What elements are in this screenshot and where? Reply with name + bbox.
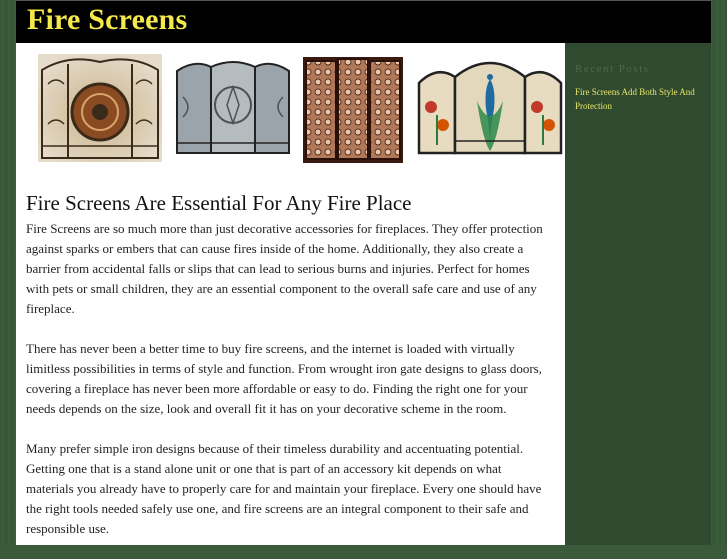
sidebar (565, 43, 711, 545)
glass-panel-fire-screen-image (175, 57, 291, 157)
article-title: Fire Screens Are Essential For Any Fire Place (26, 191, 412, 215)
article-body (26, 219, 546, 559)
recent-post-link[interactable]: Fire Screens Add Both Style And Protection (575, 87, 695, 111)
article-paragraph: There has never been a better time to buy fire screens, and the internet is loaded with virtually limitless possibilities in terms of style and function. From wrought iron gate designs to glass doors, covering a fireplace has never been more affordable or easy to do. Finding the right one for your needs depends on the size, look and overall fit it has on your decorative scheme in the room. (26, 341, 542, 416)
page-wrapper (16, 0, 711, 545)
article-paragraph: Many prefer simple iron designs because of their timeless durability and accentuating potential. Getting one that is a stand alone unit or one that is part of an accessory kit depends on what materials you already have to properly care for and maintain your fireplace. Every one should have the right tools needed safely use one, and fire screens are an integral component to their safe and responsible use. (26, 441, 542, 536)
site-header (16, 0, 711, 43)
site-title-link[interactable]: Fire Screens (27, 3, 188, 36)
ornate-iron-fire-screen-image (38, 54, 162, 162)
peacock-stained-glass-fire-screen-image (417, 55, 563, 155)
article-paragraph: Fire Screens are so much more than just decorative accessories for fireplaces. They offer protection against sparks or embers that can cause fires inside of the home. Additionally, they also create a barrier from accidental falls or slips that can lead to serious burns and injuries. Perfect for homes with pets or small children, they are an essential component to the overall safe care and use of any fireplace. (26, 221, 543, 316)
copper-lattice-fire-screen-image (303, 57, 403, 163)
main-content (16, 43, 565, 545)
header-banner-images (16, 43, 565, 168)
recent-posts-heading: Recent Posts (575, 63, 650, 75)
